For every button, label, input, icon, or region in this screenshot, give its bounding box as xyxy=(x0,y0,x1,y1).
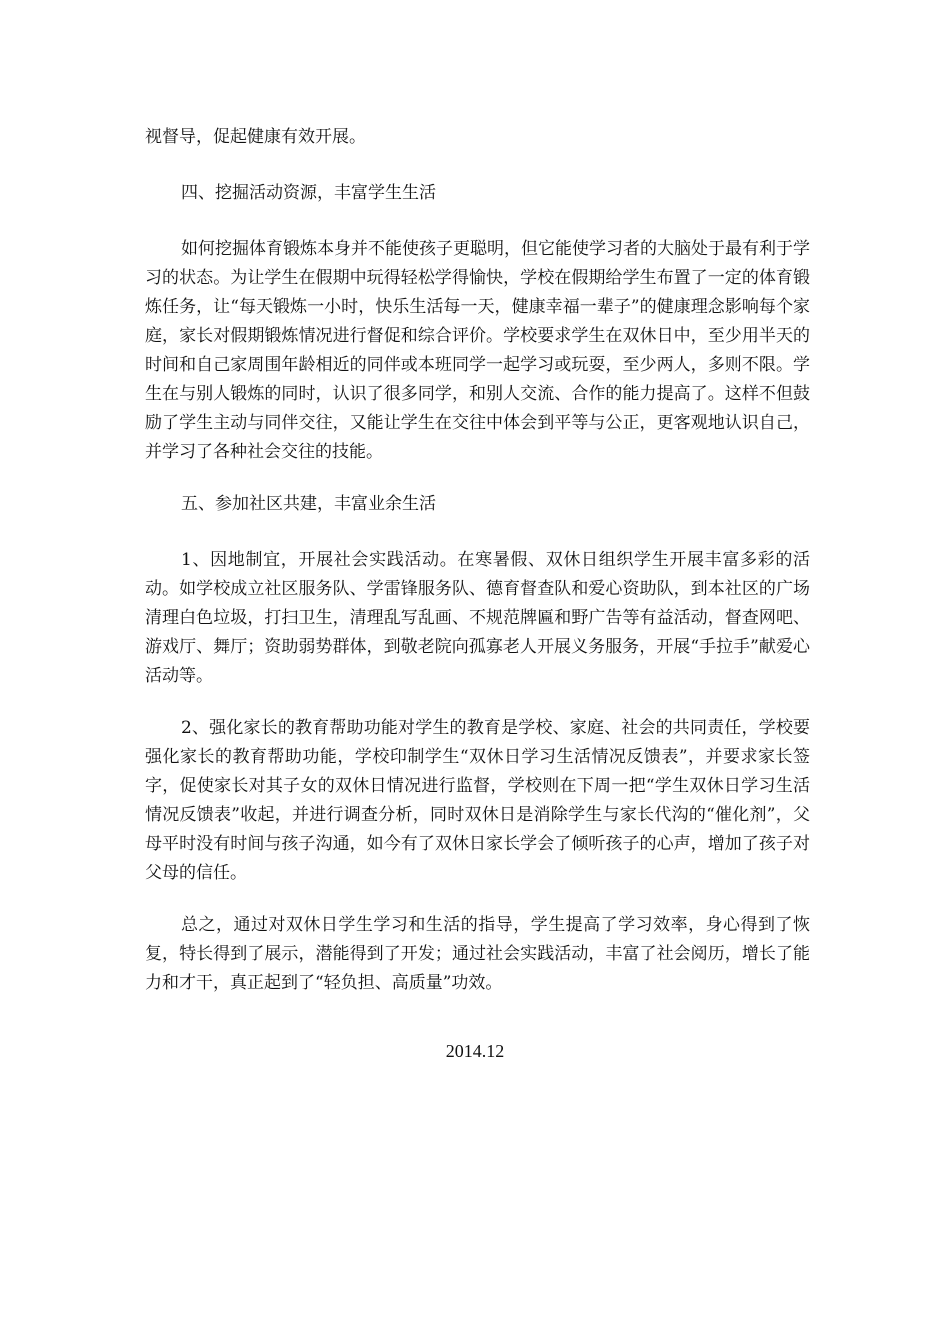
section-5-item-1: 1、因地制宜，开展社会实践活动。在寒暑假、双休日组织学生开展丰富多彩的活动。如学校成立社区服务队、学雷锋服务队、德育督查队和爱心资助队，到本社区的广场清理白色垃圾，打扫卫生，清理乱写乱画、不规范牌匾和野广告等有益活动，督查网吧、游戏厅、舞厅；资助弱势群体，到敬老院向孤寡老人开展义务服务，开展“手拉手”献爱心活动等。 xyxy=(145,550,810,686)
document-date: 2014.12 xyxy=(445,1041,505,1061)
section-5-item-2: 2、强化家长的教育帮助功能对学生的教育是学校、家庭、社会的共同责任，学校要强化家长的教育帮助功能，学校印制学生“双休日学习生活情况反馈表”，并要求家长签字，促使家长对其子女的双休日情况进行监督，学校则在下周一把“学生双休日学习生活情况反馈表”收起，并进行调查分析，同时双休日是消除学生与家长代沟的“催化剂”，父母平时没有时间与孩子沟通，如今有了双休日家长学会了倾听孩子的心声，增加了孩子对父母的信任。 xyxy=(145,718,810,883)
conclusion-paragraph: 总之，通过对双休日学生学习和生活的指导，学生提高了学习效率，身心得到了恢复，特长得到了展示，潜能得到了开发；通过社会实践活动，丰富了社会阅历，增长了能力和才干，真正起到了“轻负担、高质量”功效。 xyxy=(145,915,810,993)
continuation-line: 视督导，促起健康有效开展。 xyxy=(145,127,366,147)
section-4-paragraph: 如何挖掘体育锻炼本身并不能使孩子更聪明，但它能使学习者的大脑处于最有利于学习的状态。为让学生在假期中玩得轻松学得愉快，学校在假期给学生布置了一定的体育锻炼任务，让“每天锻炼一小时，快乐生活每一天，健康幸福一辈子”的健康理念影响每个家庭，家长对假期锻炼情况进行督促和综合评价。学校要求学生在双休日中，至少用半天的时间和自己家周围年龄相近的同伴或本班同学一起学习或玩耍，至少两人，多则不限。学生在与别人锻炼的同时，认识了很多同学，和别人交流、合作的能力提高了。这样不但鼓励了学生主动与同伴交往，又能让学生在交往中体会到平等与公正，更客观地认识自己，并学习了各种社会交往的技能。 xyxy=(145,239,810,462)
section-heading-4: 四、挖掘活动资源，丰富学生生活 xyxy=(181,183,436,203)
section-heading-5: 五、参加社区共建，丰富业余生活 xyxy=(181,494,436,514)
document-body xyxy=(145,123,810,1021)
